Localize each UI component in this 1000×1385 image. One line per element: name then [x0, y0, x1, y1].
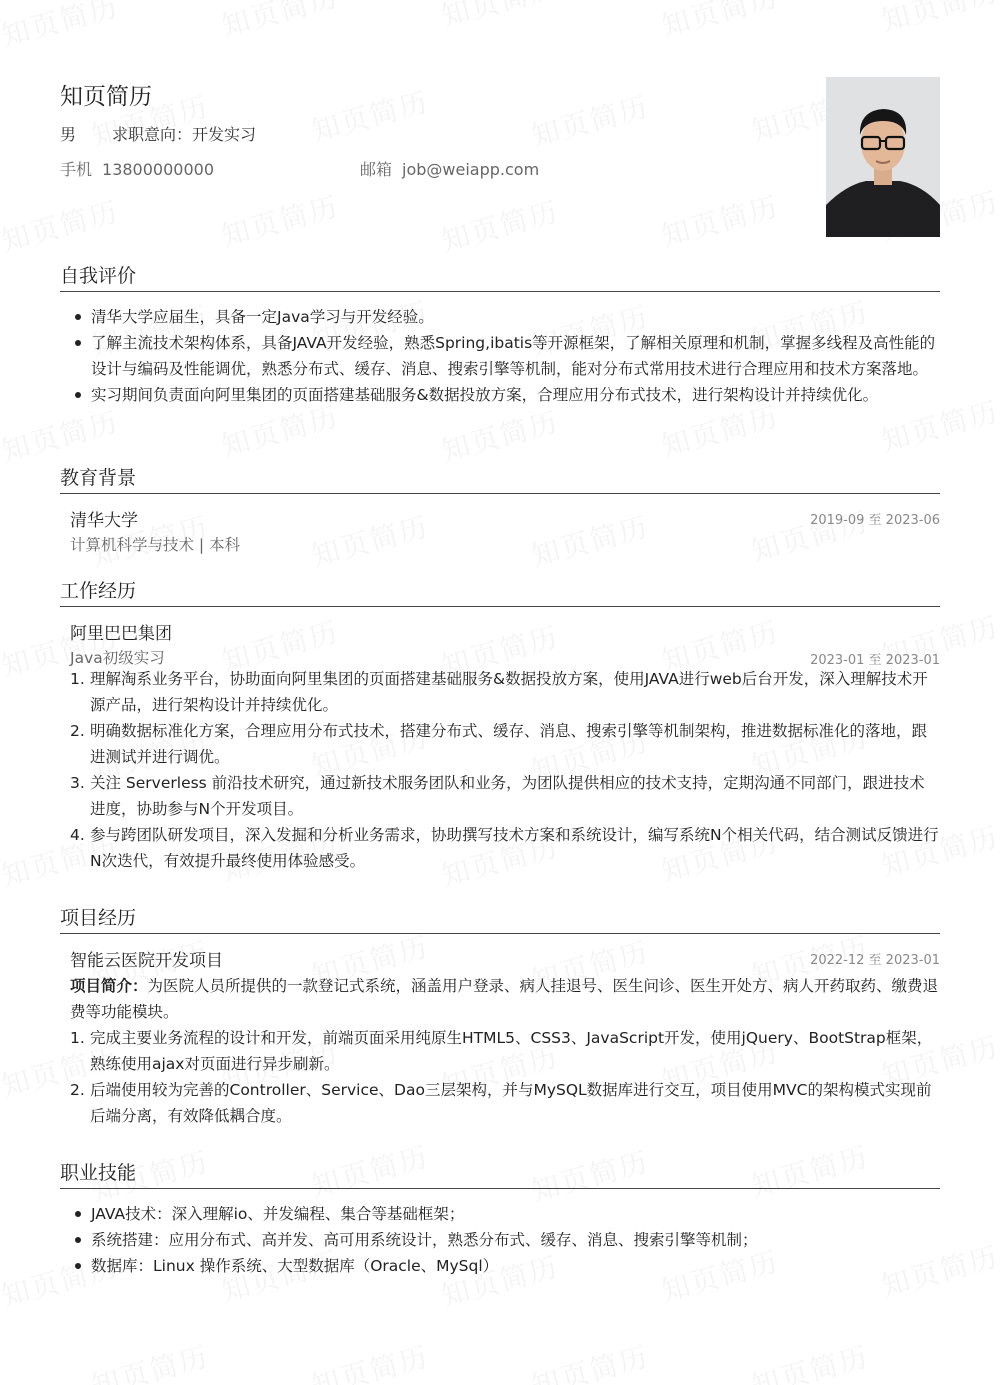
profile-photo: [826, 77, 940, 237]
list-item: 3. 关注 Serverless 前沿技术研究，通过新技术服务团队和业务，为团队提供相应的技术支持，定期沟通不同部门，跟进技术进度，协助参与N个开发项目。: [70, 774, 925, 818]
skills-list: [60, 1201, 940, 1279]
email-contact: [360, 157, 539, 180]
section-title-education: 教育背景: [60, 463, 940, 494]
work-date: 2023-01 至 2023-01: [810, 653, 940, 668]
list-item: 数据库：Linux 操作系统、大型数据库（Oracle、MySql）: [60, 1253, 940, 1279]
list-item: 4. 参与跨团队研发项目，深入发掘和分析业务需求，协助撰写技术方案和系统设计，编写系统N个相关代码，结合测试反馈进行N次迭代，有效提升最终使用体验感受。: [70, 826, 939, 870]
work-duties-list: [70, 666, 940, 874]
project-intro-text: 为医院人员所提供的一款登记式系统，涵盖用户登录、病人挂退号、医生问诊、医生开处方、病人开药取药、缴费退费等功能模块。: [70, 977, 939, 1021]
gender: 男: [60, 125, 77, 144]
email-value: job@weiapp.com: [402, 160, 540, 179]
section-title-project: 项目经历: [60, 903, 940, 934]
list-item: 系统搭建：应用分布式、高并发、高可用系统设计，熟悉分布式、缓存、消息、搜索引擎等机制；: [60, 1227, 940, 1253]
email-label: 邮箱: [360, 160, 393, 179]
project-intro-label: 项目简介：: [70, 977, 148, 995]
education-date: 2019-09 至 2023-06: [810, 513, 940, 528]
list-item: 了解主流技术架构体系，具备JAVA开发经验，熟悉Spring,ibatis等开源框架，了解相关原理和机制，掌握多线程及高性能的设计与编码及性能调优，熟悉分布式、缓存、消息、搜索引擎等机制，能对分布式常用技术进行合理应用和技术方案落地。: [60, 330, 940, 382]
project-date: 2022-12 至 2023-01: [810, 953, 940, 968]
resume-name: 知页简历: [60, 84, 152, 110]
phone-label: 手机: [60, 160, 93, 179]
section-title-self: 自我评价: [60, 261, 940, 292]
school-name: 清华大学: [70, 511, 138, 531]
phone-contact: [60, 157, 214, 180]
company-name: 阿里巴巴集团: [70, 624, 172, 644]
list-item: 1. 完成主要业务流程的设计和开发，前端页面采用纯原生HTML5、CSS3、JavaScript开发，使用jQuery、BootStrap框架，熟练使用ajax对页面进行异步刷新。: [70, 1029, 933, 1073]
project-name: 智能云医院开发项目: [70, 951, 223, 971]
list-item: 清华大学应届生，具备一定Java学习与开发经验。: [60, 304, 940, 330]
project-tasks-list: [70, 1025, 940, 1129]
job-intent: 求职意向：开发实习: [112, 125, 257, 144]
major-degree: 计算机科学与技术 | 本科: [70, 536, 241, 554]
self-evaluation-list: [60, 304, 940, 408]
job-role: Java初级实习: [70, 649, 165, 667]
phone-value: 13800000000: [102, 160, 214, 179]
list-item: 实习期间负责面向阿里集团的页面搭建基础服务&数据投放方案，合理应用分布式技术，进行架构设计并持续优化。: [60, 382, 940, 408]
section-title-skills: 职业技能: [60, 1158, 940, 1189]
section-title-work: 工作经历: [60, 576, 940, 607]
profile-photo-illustration: [826, 77, 940, 237]
list-item: 1. 理解淘系业务平台，协助面向阿里集团的页面搭建基础服务&数据投放方案，使用JAVA进行web后台开发，深入理解技术开源产品，进行架构设计并持续优化。: [70, 670, 928, 714]
list-item: JAVA技术：深入理解io、并发编程、集合等基础框架；: [60, 1201, 940, 1227]
list-item: 2. 后端使用较为完善的Controller、Service、Dao三层架构，并与MySQL数据库进行交互，项目使用MVC的架构模式实现前后端分离，有效降低耦合度。: [70, 1081, 932, 1125]
list-item: 2. 明确数据标准化方案，合理应用分布式技术，搭建分布式、缓存、消息、搜索引擎等机制架构，推进数据标准化的落地，跟进测试并进行调优。: [70, 722, 928, 766]
project-intro: [70, 973, 940, 1025]
